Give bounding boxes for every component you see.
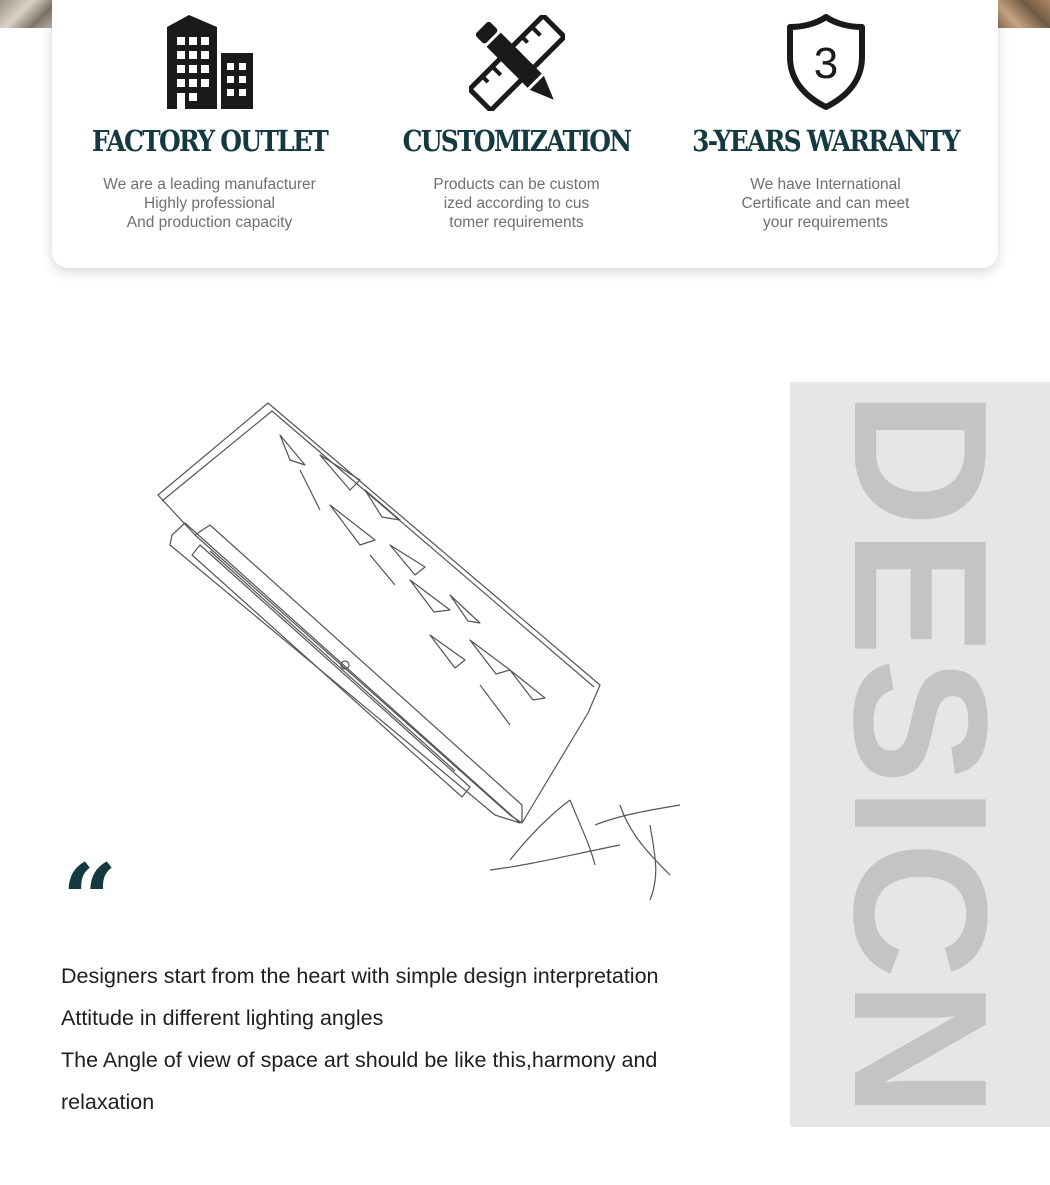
design-quote-text: [61, 955, 761, 1123]
feature-customization: [359, 0, 674, 268]
quote-line: relaxation: [61, 1090, 155, 1114]
shield-number: 3: [813, 39, 838, 88]
feature-description: [52, 175, 367, 232]
light-fixture-sketch: [150, 395, 710, 905]
feature-description: [359, 175, 674, 232]
feature-desc-line: tomer requirements: [449, 214, 584, 231]
feature-description: [668, 175, 983, 232]
quote-mark: “: [62, 843, 118, 956]
feature-desc-line: And production capacity: [126, 214, 293, 231]
feature-desc-line: We are a leading manufacturer: [103, 176, 316, 193]
quote-line: Attitude in different lighting angles: [61, 1006, 384, 1030]
buildings-icon: [165, 15, 255, 109]
design-panel: [790, 382, 1050, 1127]
feature-title: FACTORY OUTLET: [91, 124, 328, 158]
quote-line: Designers start from the heart with simple design interpretation: [61, 964, 659, 988]
feature-factory-outlet: [52, 0, 367, 268]
quote-line: The Angle of view of space art should be like this,harmony and: [61, 1048, 658, 1072]
pencil-ruler-icon: [469, 15, 565, 111]
feature-desc-line: We have International: [750, 176, 901, 193]
feature-title: 3-YEARS WARRANTY: [692, 124, 959, 158]
top-right-photo-edge: [997, 0, 1050, 28]
feature-title: CUSTOMIZATION: [402, 124, 631, 158]
feature-card: [52, 0, 998, 268]
feature-desc-line: Products can be custom: [433, 176, 600, 193]
feature-desc-line: Highly professional: [144, 195, 275, 212]
design-vertical-word: DESICN: [814, 389, 1026, 1120]
feature-desc-line: your requirements: [763, 214, 888, 231]
feature-desc-line: Certificate and can meet: [741, 195, 910, 212]
top-left-photo-edge: [0, 0, 55, 28]
shield-three-icon: [786, 13, 866, 111]
feature-desc-line: ized according to cus: [443, 195, 590, 212]
feature-warranty: [668, 0, 983, 268]
